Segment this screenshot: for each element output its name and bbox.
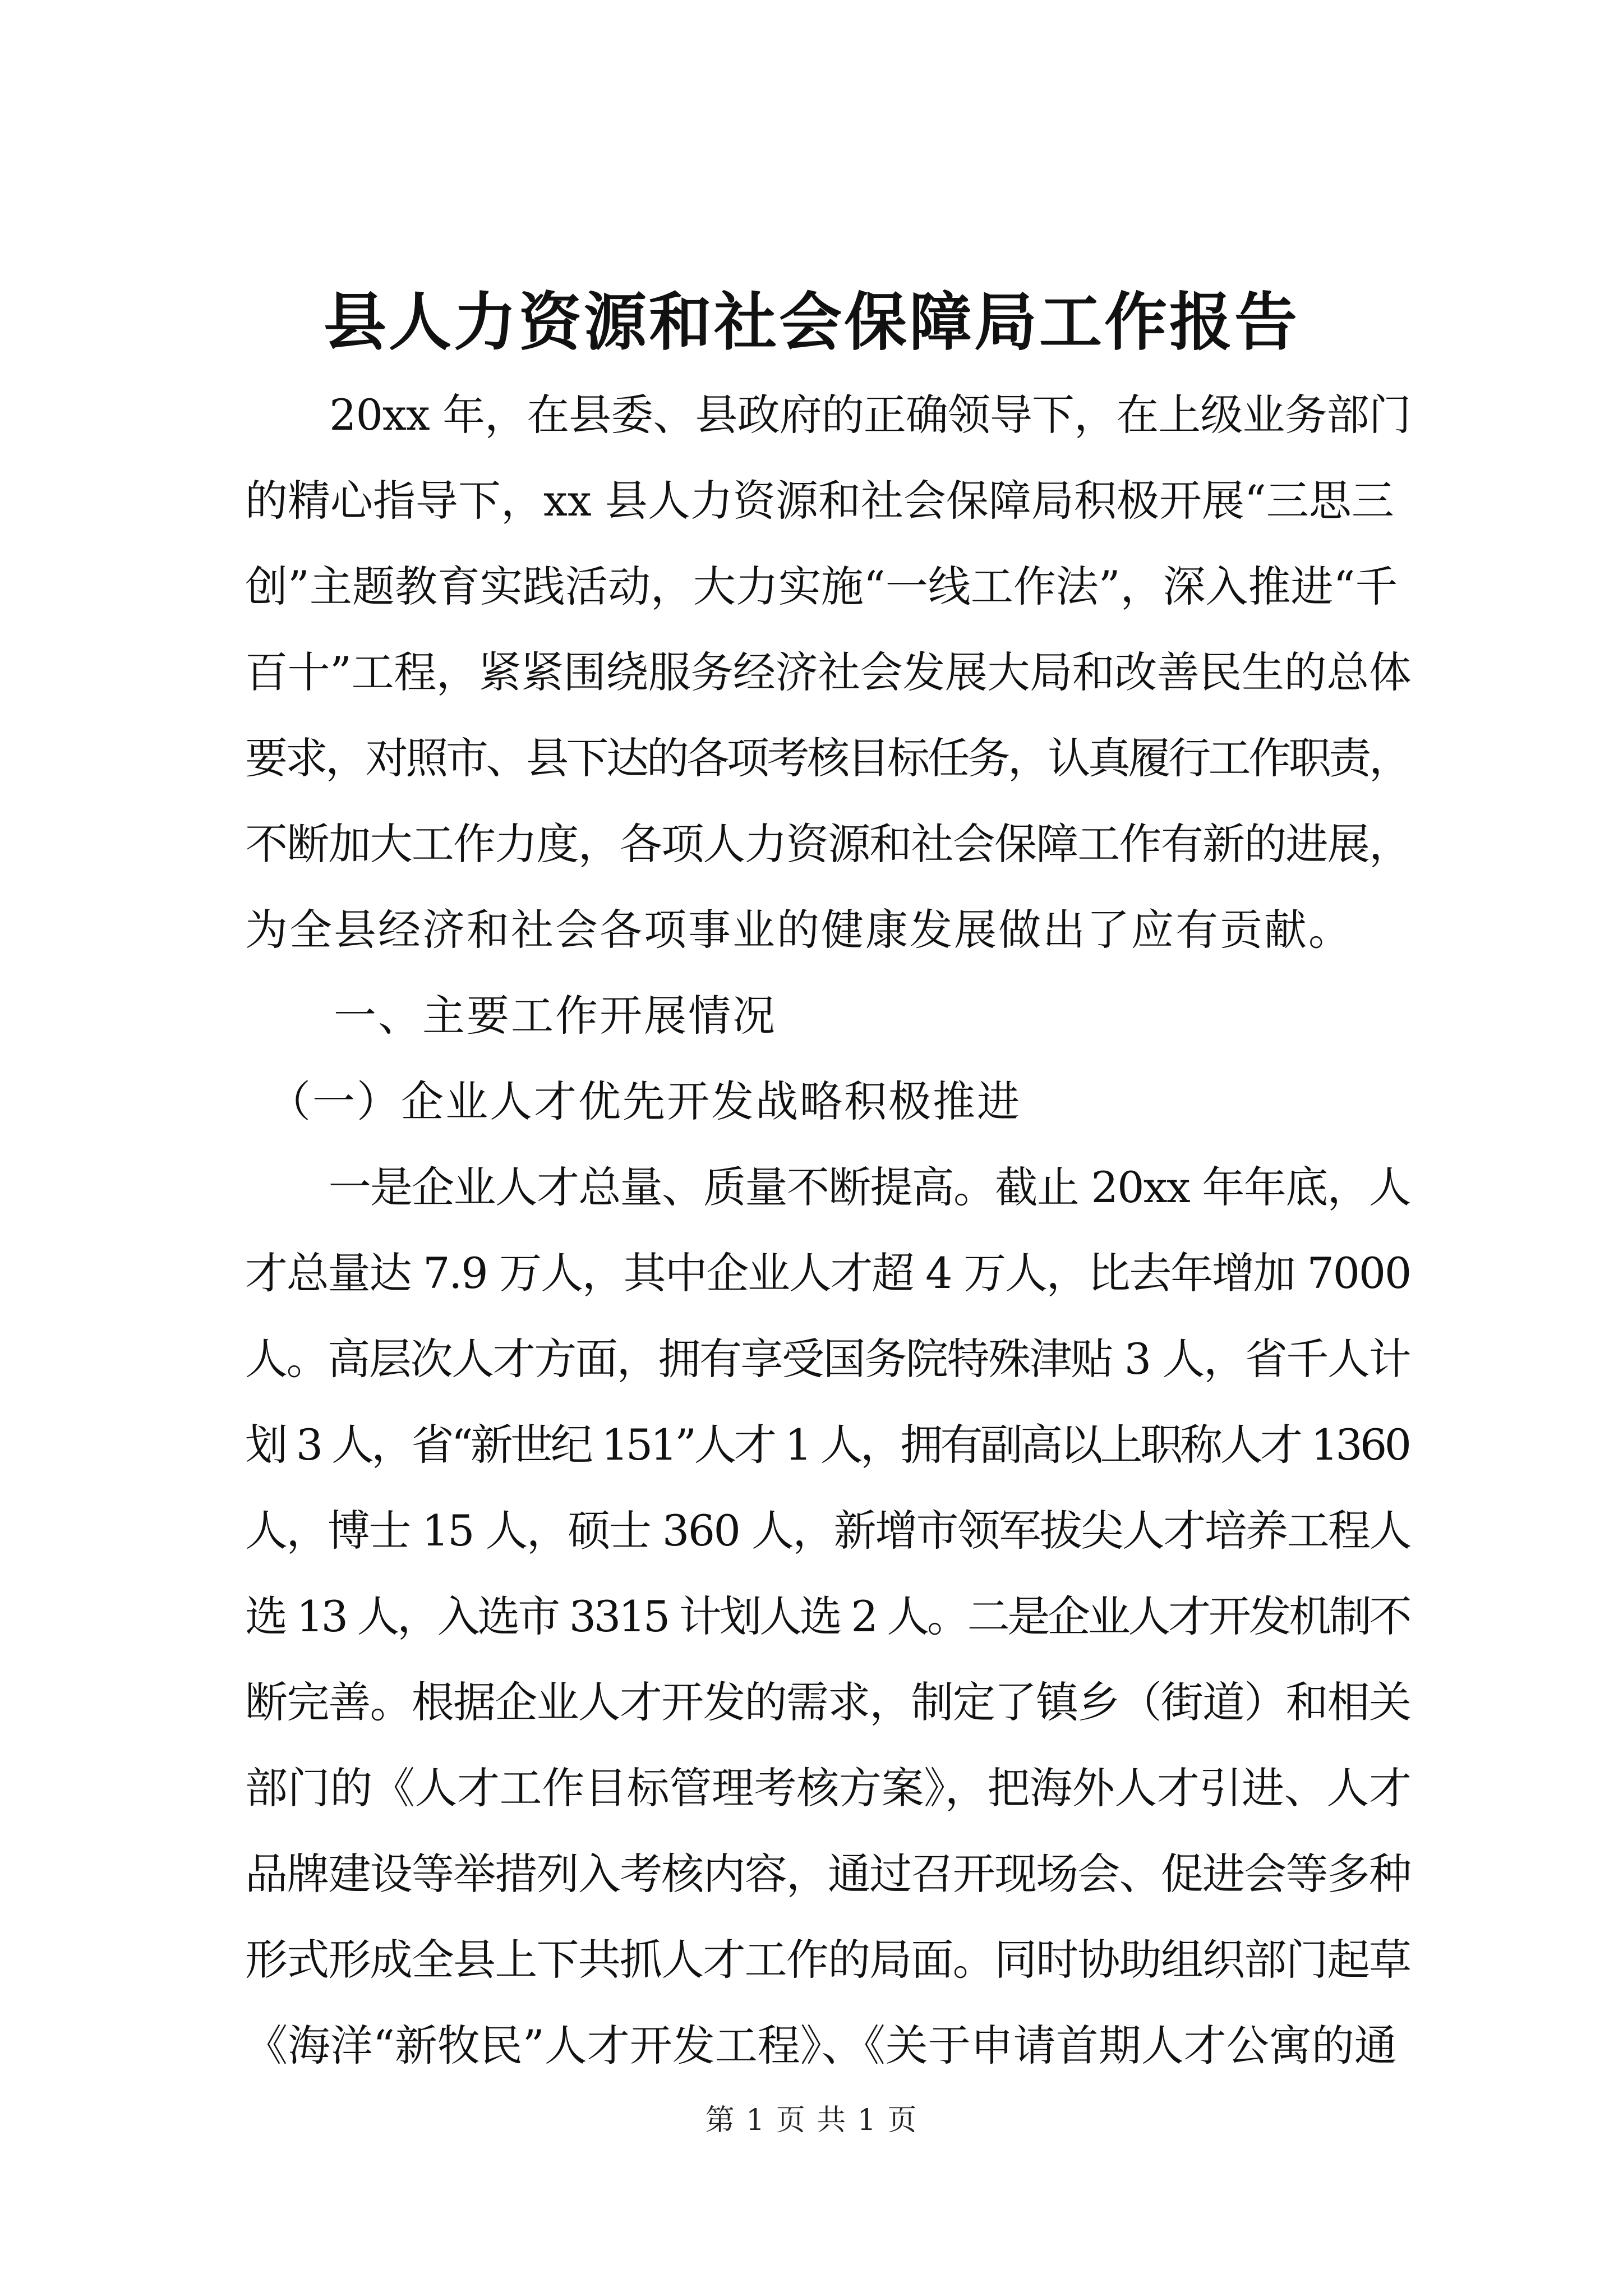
body-line: 选 13 人，入选市 3315 计划人选 2 人。二是企业人才开发机制不 xyxy=(245,1591,1410,1641)
body-line: 要求，对照市、县下达的各项考核目标任务，认真履行工作职责， xyxy=(245,733,1409,783)
section-heading: 一、主要工作开展情况 xyxy=(245,991,777,1041)
body-line: 的精心指导下，xx 县人力资源和社会保障局积极开展“三思三 xyxy=(245,476,1394,526)
body-line: 人。高层次人才方面，拥有享受国务院特殊津贴 3 人，省千人计 xyxy=(245,1334,1410,1384)
body-line: 形式形成全县上下共抓人才工作的局面。同时协助组织部门起草 xyxy=(245,1935,1411,1985)
subsection-heading: （一）企业人才优先开发战略积极推进 xyxy=(245,1076,1021,1126)
body-line: 人，博士 15 人，硕士 360 人，新增市领军拔尖人才培养工程人 xyxy=(245,1506,1410,1556)
body-line: 创”主题教育实践活动，大力实施“一线工作法”，深入推进“千 xyxy=(245,562,1398,611)
body-line: 一是企业人才总量、质量不断提高。截止 20xx 年年底，人 xyxy=(245,1162,1411,1212)
body-line: 为全县经济和社会各项事业的健康发展做出了应有贡献。 xyxy=(245,905,1353,955)
page-number-footer: 第 1 页 共 1 页 xyxy=(705,2104,918,2137)
body-line: 断完善。根据企业人才开发的需求，制定了镇乡（街道）和相关 xyxy=(245,1677,1411,1727)
body-line: 才总量达 7.9 万人，其中企业人才超 4 万人，比去年增加 7000 xyxy=(245,1248,1411,1298)
body-line: 不断加大工作力度，各项人力资源和社会保障工作有新的进展， xyxy=(245,819,1411,869)
body-line: 品牌建设等举措列入考核内容，通过召开现场会、促进会等多种 xyxy=(245,1849,1411,1899)
body-line: 划 3 人，省“新世纪 151”人才 1 人，拥有副高以上职称人才 1360 xyxy=(245,1420,1409,1470)
document-title: 县人力资源和社会保障局工作报告 xyxy=(324,286,1299,359)
body-line: 20xx 年，在县委、县政府的正确领导下，在上级业务部门 xyxy=(245,390,1411,440)
body-line: 《海洋“新牧民”人才开发工程》、《关于申请首期人才公寓的通 xyxy=(245,2021,1397,2070)
body-line: 部门的《人才工作目标管理考核方案》，把海外人才引进、人才 xyxy=(245,1763,1412,1813)
body-line: 百十”工程，紧紧围绕服务经济社会发展大局和改善民生的总体 xyxy=(245,647,1412,697)
